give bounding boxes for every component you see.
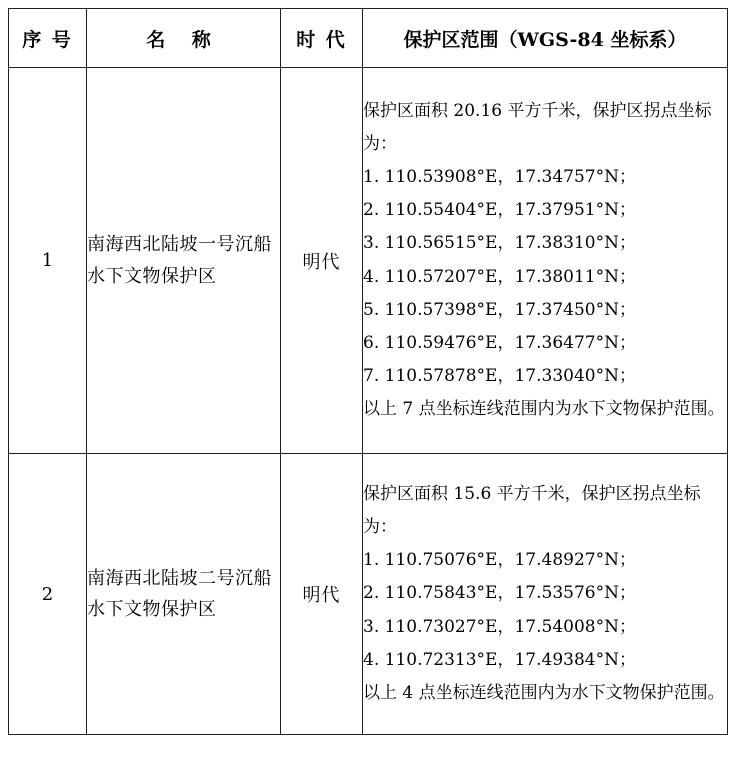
cell-seq: 2 <box>9 454 87 735</box>
coordinate-item: 5. 110.57398°E，17.37450°N； <box>363 299 636 320</box>
protection-zone-table <box>8 8 728 735</box>
column-header-name <box>87 9 281 68</box>
range-outro-text: 以上 4 点坐标连线范围内为水下文物保护范围。 <box>363 682 725 703</box>
cell-seq: 1 <box>9 68 87 454</box>
coordinate-item: 3. 110.56515°E，17.38310°N； <box>363 233 636 254</box>
column-header-seq-label: 序 号 <box>22 28 73 51</box>
column-header-name-label: 名 称 <box>146 28 221 51</box>
cell-range <box>363 68 728 454</box>
coordinate-item: 3. 110.73027°E，17.54008°N； <box>363 616 636 637</box>
column-header-seq <box>9 9 87 68</box>
cell-name: 南海西北陆坡二号沉船水下文物保护区 <box>87 454 281 735</box>
coordinate-item: 7. 110.57878°E，17.33040°N； <box>363 365 636 386</box>
table-row <box>9 454 728 735</box>
coordinate-item: 4. 110.72313°E，17.49384°N； <box>363 649 636 670</box>
coordinate-item: 2. 110.75843°E，17.53576°N； <box>363 583 636 604</box>
table-body <box>9 68 728 735</box>
cell-range <box>363 454 728 735</box>
column-header-range-label: 保护区范围（WGS-84 坐标系） <box>403 28 687 51</box>
coordinate-list <box>363 544 727 677</box>
coordinate-item: 1. 110.75076°E，17.48927°N； <box>363 550 636 571</box>
column-header-range <box>363 9 728 68</box>
coordinate-item: 1. 110.53908°E，17.34757°N； <box>363 167 636 188</box>
column-header-era <box>281 9 363 68</box>
range-intro-text: 保护区面积 15.6 平方千米，保护区拐点坐标为： <box>363 484 701 538</box>
coordinate-item: 2. 110.55404°E，17.37951°N； <box>363 200 636 221</box>
coordinate-item: 6. 110.59476°E，17.36477°N； <box>363 332 636 353</box>
range-outro-text: 以上 7 点坐标连线范围内为水下文物保护范围。 <box>363 399 725 420</box>
cell-era: 明代 <box>281 454 363 735</box>
table-header-row <box>9 9 728 68</box>
table-row <box>9 68 728 454</box>
coordinate-item: 4. 110.57207°E，17.38011°N； <box>363 266 636 287</box>
table-header <box>9 9 728 68</box>
cell-name: 南海西北陆坡一号沉船水下文物保护区 <box>87 68 281 454</box>
range-intro-text: 保护区面积 20.16 平方千米，保护区拐点坐标为： <box>363 100 712 154</box>
cell-era: 明代 <box>281 68 363 454</box>
column-header-era-label: 时 代 <box>296 28 347 51</box>
document-page <box>0 8 735 778</box>
coordinate-list <box>363 161 727 393</box>
